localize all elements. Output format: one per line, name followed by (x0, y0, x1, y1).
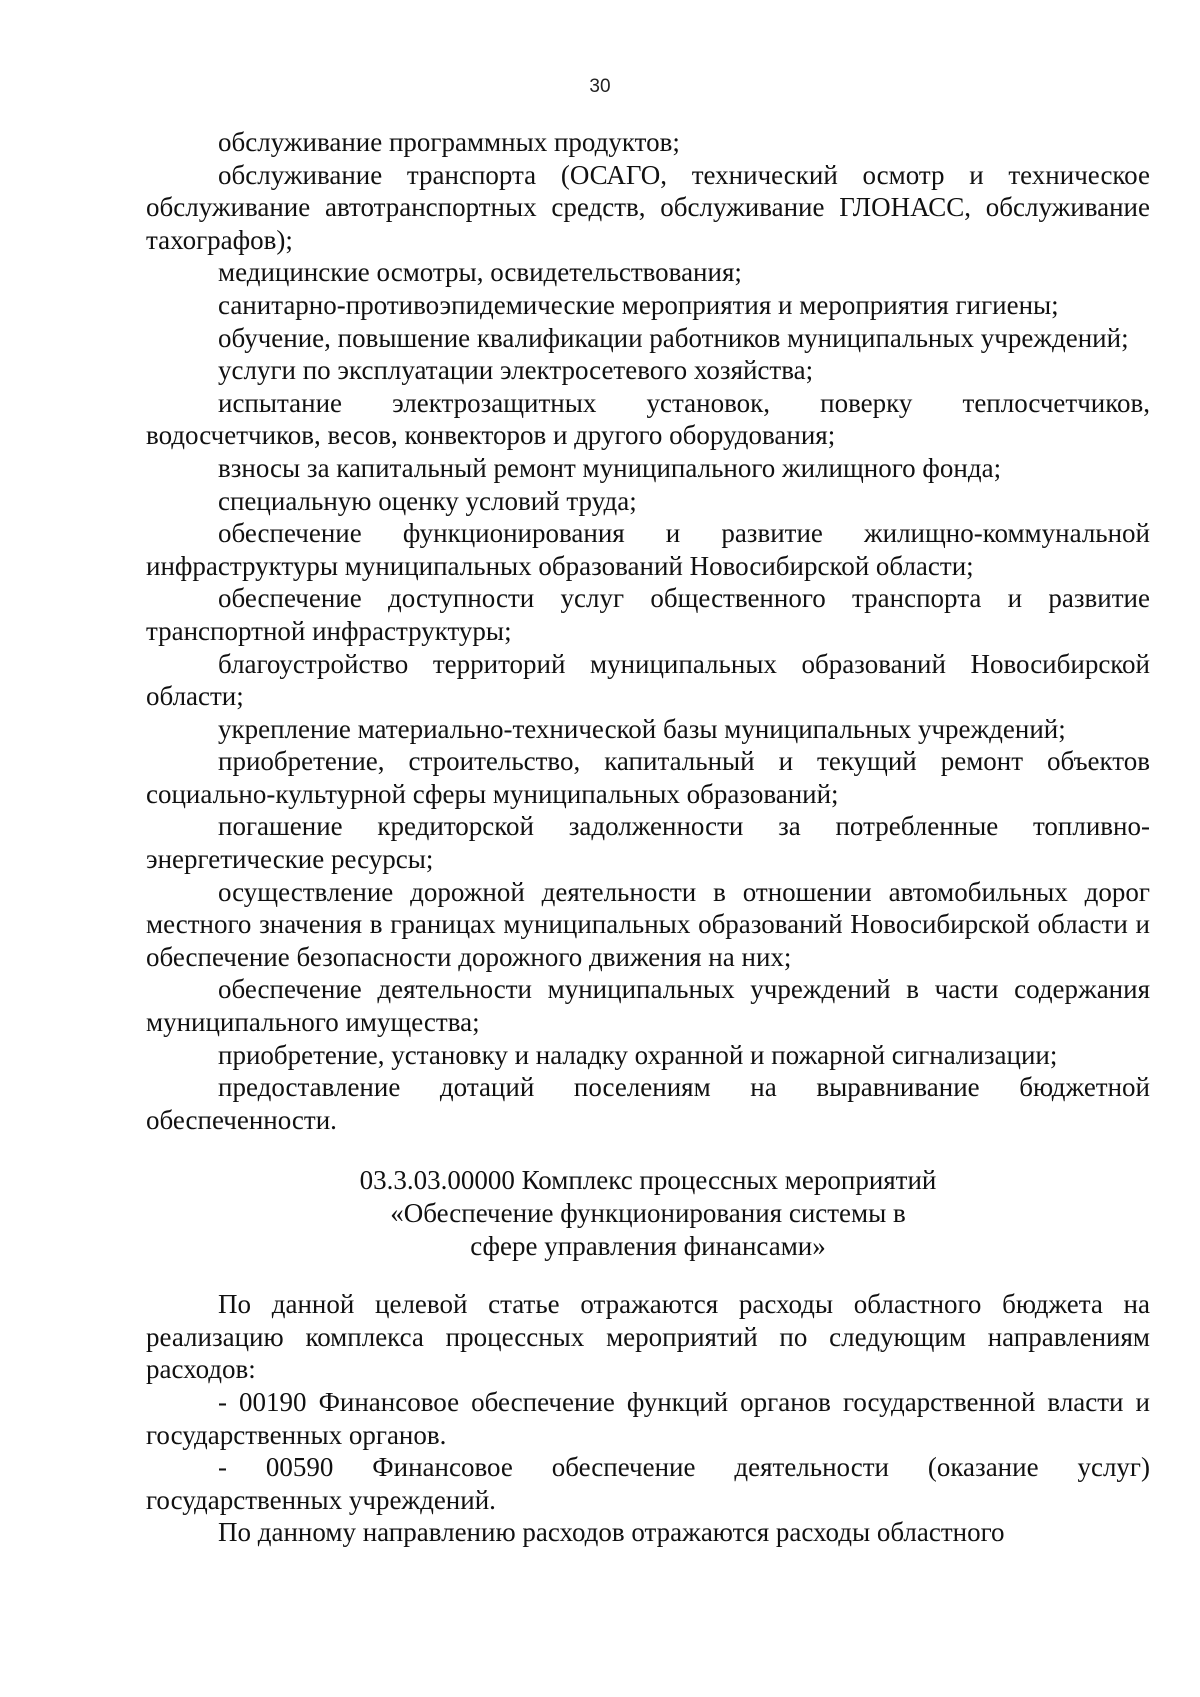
section-heading-line: сфере управления финансами» (470, 1230, 826, 1261)
paragraph: специальную оценку условий труда; (218, 485, 637, 516)
paragraph: обеспечение доступности услуг общественного транспорта и развитие транспортной инфраструктуры; (146, 583, 1150, 646)
paragraph: укрепление материально-технической базы муниципальных учреждений; (218, 713, 1066, 744)
paragraph: обслуживание программных продуктов; (218, 127, 680, 157)
paragraph: санитарно-противоэпидемические мероприятия и мероприятия гигиены; (218, 289, 1059, 320)
paragraph: испытание электрозащитных установок, поверку теплосчетчиков, водосчетчиков, весов, конвекторов и другого оборудования; (146, 387, 1150, 451)
paragraph: взносы за капитальный ремонт муниципального жилищного фонда; (218, 452, 1002, 483)
paragraph: обеспечение деятельности муниципальных учреждений в части содержания муниципального имущества; (146, 974, 1150, 1038)
paragraph: погашение кредиторской задолженности за потребленные топливно-энергетические ресурсы; (146, 811, 1150, 875)
section-heading-line: 03.3.03.00000 Комплекс процессных мероприятий (359, 1165, 937, 1196)
document-body (146, 126, 1150, 1549)
paragraph: услуги по эксплуатации электросетевого хозяйства; (218, 355, 814, 386)
section-heading (146, 1164, 1150, 1262)
paragraph: медицинские осмотры, освидетельствования; (218, 257, 742, 288)
paragraph: По данной целевой статье отражаются расходы областного бюджета на реализацию комплекса процессных мероприятий по следующим направлениям расходов: (146, 1289, 1150, 1385)
page-number: 30 (589, 76, 611, 97)
paragraph: приобретение, строительство, капитальный и текущий ремонт объектов социально-культурной сферы муниципальных образований; (146, 746, 1150, 809)
paragraph: - 00590 Финансовое обеспечение деятельности (оказание услуг) государственных учреждений. (146, 1452, 1150, 1515)
paragraph: предоставление дотаций поселениям на выравнивание бюджетной обеспеченности. (146, 1072, 1150, 1135)
paragraph: приобретение, установку и наладку охранной и пожарной сигнализации; (218, 1039, 1058, 1070)
paragraph: благоустройство территорий муниципальных образований Новосибирской области; (146, 648, 1150, 712)
paragraph: - 00190 Финансовое обеспечение функций органов государственной власти и государственных органов. (146, 1386, 1150, 1450)
paragraph: осуществление дорожной деятельности в отношении автомобильных дорог местного значения в границах муниципальных образований Новосибирской области и обеспечение безопасности дорожного движения на них; (146, 876, 1150, 972)
paragraph: обучение, повышение квалификации работников муниципальных учреждений; (218, 322, 1129, 353)
section-heading-line: «Обеспечение функционирования системы в (390, 1198, 906, 1228)
paragraph: обеспечение функционирования и развитие жилищно-коммунальной инфраструктуры муниципальных образований Новосибирской области; (146, 518, 1150, 581)
paragraph: обслуживание транспорта (ОСАГО, технический осмотр и техническое обслуживание автотранспортных средств, обслуживание ГЛОНАСС, обслуживание тахографов); (146, 159, 1150, 255)
paragraph: По данному направлению расходов отражаются расходы областного (218, 1517, 1005, 1548)
